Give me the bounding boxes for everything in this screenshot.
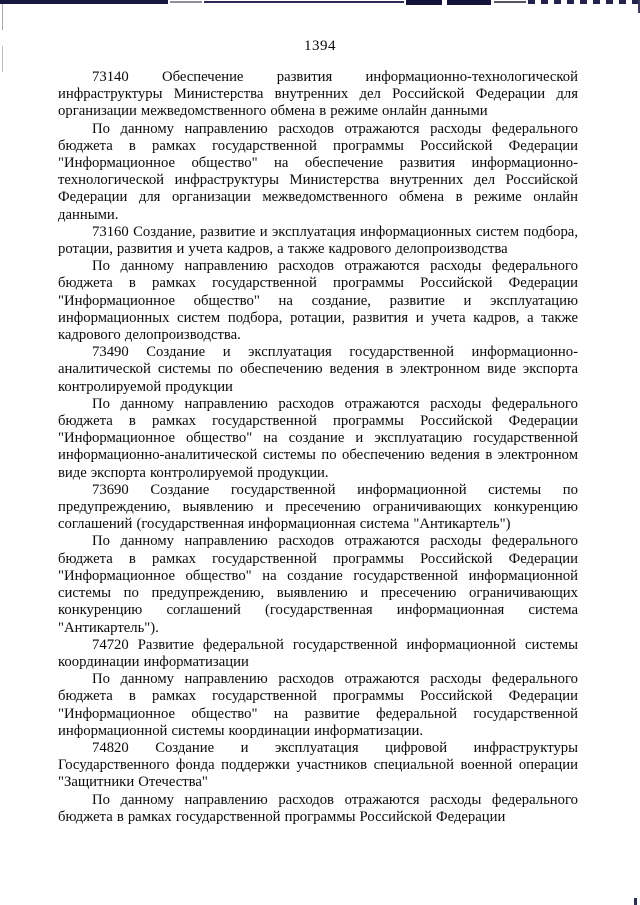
paragraph: 74720 Развитие федеральной государственной информационной системы координации информатизации	[58, 636, 578, 670]
paragraph: 73690 Создание государственной информационной системы по предупреждению, выявлению и пресечению ограничивающих конкуренцию соглашений (государственная информационная система "Антикартель")	[58, 481, 578, 533]
paragraph: По данному направлению расходов отражаются расходы федерального бюджета в рамках государственной программы Российской Федерации "Информационное общество" на создание, развитие и эксплуатацию информационных систем подбора, ротации, развития и учета кадров, а также кадрового делопроизводства.	[58, 258, 578, 344]
scan-artifact-top-left-bar	[0, 0, 168, 4]
scan-artifact-top-dotted-bar	[528, 0, 640, 4]
paragraph: По данному направлению расходов отражаются расходы федерального бюджета в рамках государственной программы Российской Федерации "Информационное общество" на создание государственной информационной системы по предупреждению, выявлению и пресечению ограничивающих конкуренцию соглашений (государственная информационная система "Антикартель").	[58, 533, 578, 636]
paragraph: 74820 Создание и эксплуатация цифровой инфраструктуры Государственного фонда поддержки участников специальной военной операции "Защитники Отечества"	[58, 739, 578, 791]
scan-artifact-top-thin-line	[494, 1, 526, 3]
scan-artifact-top-gray-dash	[170, 1, 202, 3]
paragraph: По данному направлению расходов отражаются расходы федерального бюджета в рамках государственной программы Российской Федерации "Информационное общество" на обеспечение развития информационно-технологической инфраструктуры Министерства внутренних дел Российской Федерации для организации межведомственного обмена в режиме онлайн данными.	[58, 120, 578, 223]
scan-artifact-top-dark-segment	[447, 0, 491, 5]
paragraph: По данному направлению расходов отражаются расходы федерального бюджета в рамках государственной программы Российской Федерации "Информационное общество" на создание и эксплуатацию государственной информационно-аналитической системы по обеспечению ведения в электронном виде экспорта контролируемой продукции.	[58, 395, 578, 481]
paragraph: По данному направлению расходов отражаются расходы федерального бюджета в рамках государственной программы Российской Федерации	[58, 791, 578, 825]
scan-artifact-right-bottom-mark	[634, 898, 637, 905]
paragraph: По данному направлению расходов отражаются расходы федерального бюджета в рамках государственной программы Российской Федерации "Информационное общество" на развитие федеральной государственной информационной системы координации информатизации.	[58, 671, 578, 739]
paragraph: 73490 Создание и эксплуатация государственной информационно-аналитической системы по обеспечению ведения в электронном виде экспорта контролируемой продукции	[58, 344, 578, 395]
paragraph: 73140 Обеспечение развития информационно-технологической инфраструктуры Министерства внутренних дел Российской Федерации для организации межведомственного обмена в режиме онлайн данными	[58, 69, 578, 120]
scan-artifact-top-middle-line	[204, 1, 404, 3]
scan-artifact-top-dark-segment	[406, 0, 442, 5]
paragraph: 73160 Создание, развитие и эксплуатация информационных систем подбора, ротации, развития и учета кадров, а также кадрового делопроизводства	[58, 223, 578, 258]
scan-artifact-left-edge-line	[2, 4, 3, 30]
document-body	[58, 69, 578, 826]
page-number: 1394	[304, 38, 336, 54]
